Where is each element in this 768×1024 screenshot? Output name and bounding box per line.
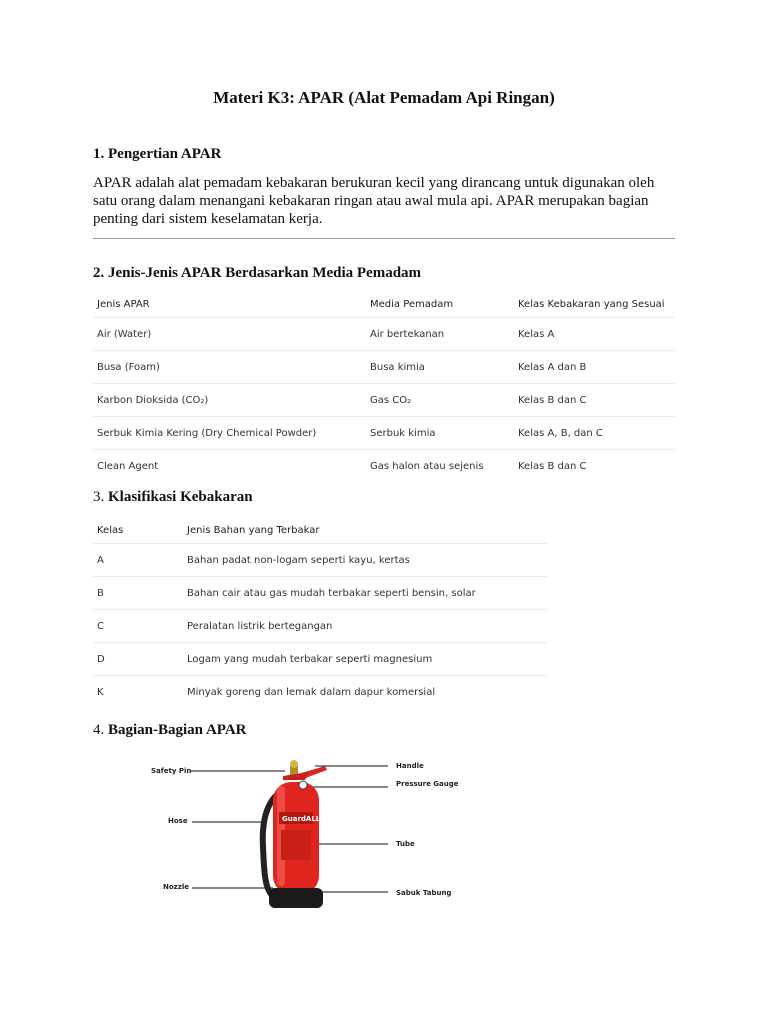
safety-pin-ring <box>290 760 298 768</box>
table-row <box>93 318 675 351</box>
label-hose: Hose <box>168 817 188 825</box>
table-row <box>93 544 548 577</box>
table-cell: Kelas A <box>514 318 675 351</box>
section-1-paragraph: APAR adalah alat pemadam kebakaran berukuran kecil yang dirancang untuk digunakan oleh satu orang dalam menangani kebakaran ringan atau awal mula api. APAR merupakan bagian penting dari sistem keselamatan kerja. <box>93 175 655 227</box>
table-cell: Kelas A dan B <box>514 351 675 384</box>
horizontal-divider <box>93 238 675 239</box>
table-cell: Air (Water) <box>93 318 366 351</box>
table-cell: Busa (Foam) <box>93 351 366 384</box>
table-cell: Clean Agent <box>93 450 366 483</box>
table-row <box>93 676 548 709</box>
column-header: Jenis APAR <box>97 298 150 310</box>
label-safety-pin: Safety Pin <box>151 767 192 775</box>
table-cell: A <box>93 544 183 577</box>
pressure-gauge-dial <box>299 781 307 789</box>
table-cell: Gas CO₂ <box>366 384 514 417</box>
table-row <box>93 351 675 384</box>
table-cell: Kelas B dan C <box>514 450 675 483</box>
apar-parts-diagram <box>93 752 488 920</box>
table-cell: Kelas B dan C <box>514 384 675 417</box>
table-cell: Logam yang mudah terbakar seperti magnesium <box>183 643 548 676</box>
table-cell: Bahan cair atau gas mudah terbakar seperti bensin, solar <box>183 577 548 610</box>
table-cell: Serbuk Kimia Kering (Dry Chemical Powder) <box>93 417 366 450</box>
table-cell: Gas halon atau sejenis <box>366 450 514 483</box>
table-row <box>93 643 548 676</box>
section-3-heading: 3. Klasifikasi Kebakaran <box>93 489 253 505</box>
section-2-heading: 2. Jenis-Jenis APAR Berdasarkan Media Pemadam <box>93 265 422 281</box>
table-cell: Peralatan listrik bertegangan <box>183 610 548 643</box>
table-header-row <box>93 291 675 318</box>
table-cell: D <box>93 643 183 676</box>
label-sabuk-tabung: Sabuk Tabung <box>396 889 452 897</box>
section-4-heading: 4. Bagian-Bagian APAR <box>93 722 247 738</box>
table-cell: Serbuk kimia <box>366 417 514 450</box>
table-cell: Kelas A, B, dan C <box>514 417 675 450</box>
page-title: Materi K3: APAR (Alat Pemadam Api Ringan) <box>213 88 555 107</box>
table-cell: B <box>93 577 183 610</box>
table-row <box>93 384 675 417</box>
table-row <box>93 450 675 483</box>
fire-classification-table <box>93 517 548 708</box>
column-header: Jenis Bahan yang Terbakar <box>187 524 320 536</box>
section-1-heading: 1. Pengertian APAR <box>93 146 222 162</box>
table-row <box>93 610 548 643</box>
table-cell: C <box>93 610 183 643</box>
table-cell: Minyak goreng dan lemak dalam dapur komersial <box>183 676 548 709</box>
sabuk-tabung-base <box>269 888 323 908</box>
table-cell: Air bertekanan <box>366 318 514 351</box>
label-pressure-gauge: Pressure Gauge <box>396 780 459 788</box>
table-header-row <box>93 517 548 544</box>
table-cell: K <box>93 676 183 709</box>
table-cell: Karbon Dioksida (CO₂) <box>93 384 366 417</box>
label-handle: Handle <box>396 762 424 770</box>
table-row <box>93 417 675 450</box>
table-cell: Bahan padat non-logam seperti kayu, kertas <box>183 544 548 577</box>
label-tube: Tube <box>396 840 415 848</box>
instruction-label <box>281 830 311 860</box>
apar-types-table <box>93 291 675 482</box>
table-cell: Busa kimia <box>366 351 514 384</box>
column-header: Media Pemadam <box>370 298 454 310</box>
column-header: Kelas <box>97 524 124 536</box>
table-row <box>93 577 548 610</box>
label-nozzle: Nozzle <box>163 883 189 891</box>
column-header: Kelas Kebakaran yang Sesuai <box>518 298 665 310</box>
brand-logo-text: GuardALL <box>282 815 321 823</box>
